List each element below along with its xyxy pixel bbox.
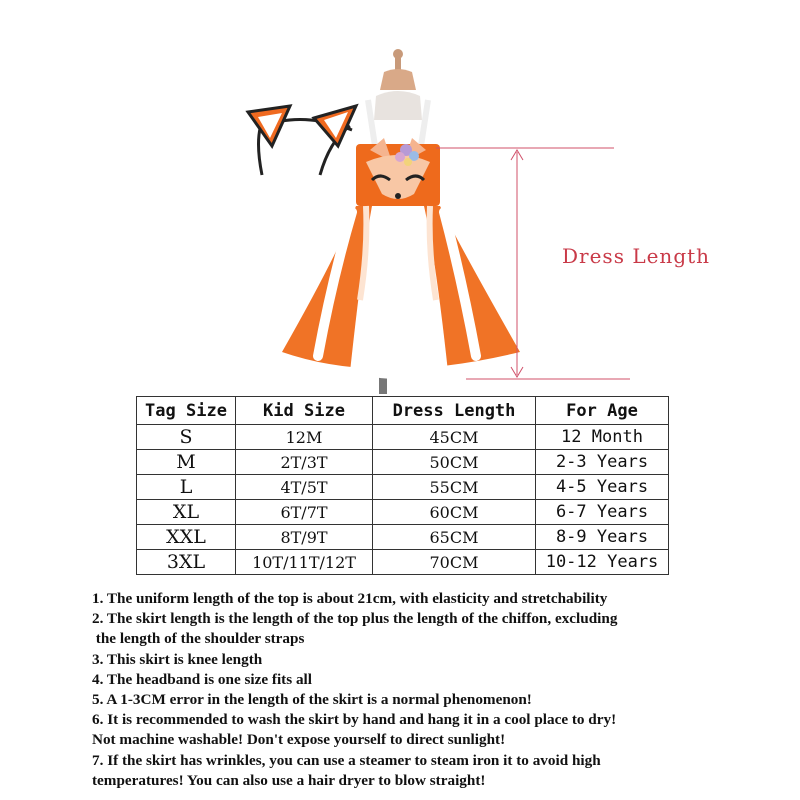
- header-for-age: For Age: [536, 397, 669, 425]
- dress-length-cell: 65CM: [373, 525, 536, 550]
- note-line: 5. A 1-3CM error in the length of the skirt is a normal phenomenon!: [92, 691, 532, 709]
- kid-size-cell: 2T/3T: [236, 450, 373, 475]
- dress-length-cell: 60CM: [373, 500, 536, 525]
- age-cell: 12 Month: [536, 425, 669, 450]
- note-line: the length of the shoulder straps: [92, 630, 305, 648]
- header-dress-length: Dress Length: [373, 397, 536, 425]
- age-cell: 4-5 Years: [536, 475, 669, 500]
- product-notes: [92, 589, 782, 791]
- tag-size-cell: 3XL: [137, 550, 236, 575]
- dress-length-cell: 55CM: [373, 475, 536, 500]
- table-row: [137, 525, 669, 550]
- dress-length-label: Dress Length: [562, 244, 711, 268]
- kid-size-cell: 12M: [236, 425, 373, 450]
- tag-size-cell: M: [137, 450, 236, 475]
- fox-ear-headband-icon: [248, 106, 356, 175]
- note-line: 1. The uniform length of the top is about 21cm, with elasticity and stretchability: [92, 590, 608, 607]
- table-row: [137, 450, 669, 475]
- age-cell: 8-9 Years: [536, 525, 669, 550]
- note-line: 3. This skirt is knee length: [92, 650, 263, 668]
- kid-size-cell: 4T/5T: [236, 475, 373, 500]
- fox-tutu-dress-icon: [282, 100, 520, 379]
- dress-length-cell: 45CM: [373, 425, 536, 450]
- product-illustration: [0, 0, 800, 395]
- dress-length-cell: 50CM: [373, 450, 536, 475]
- kid-size-cell: 8T/9T: [236, 525, 373, 550]
- note-line: temperatures! You can also use a hair dryer to blow straight!: [92, 771, 486, 789]
- table-row: [137, 500, 669, 525]
- table-row: [137, 550, 669, 575]
- note-line: 6. It is recommended to wash the skirt by hand and hang it in a cool place to dry!: [92, 711, 617, 729]
- age-cell: 6-7 Years: [536, 500, 669, 525]
- kid-size-cell: 10T/11T/12T: [236, 550, 373, 575]
- note-line: 4. The headband is one size fits all: [92, 670, 312, 688]
- note-line: Not machine washable! Don't expose yourself to direct sunlight!: [92, 731, 506, 749]
- note-line: 2. The skirt length is the length of the top plus the length of the chiffon, excluding: [92, 610, 618, 628]
- tag-size-cell: XXL: [137, 525, 236, 550]
- tag-size-cell: L: [137, 475, 236, 500]
- header-tag-size: Tag Size: [137, 397, 236, 425]
- note-line: 7. If the skirt has wrinkles, you can use a steamer to steam iron it to avoid high: [92, 751, 601, 769]
- dress-length-cell: 70CM: [373, 550, 536, 575]
- kid-size-cell: 6T/7T: [236, 500, 373, 525]
- size-chart-table: [136, 396, 669, 575]
- age-cell: 10-12 Years: [536, 550, 669, 575]
- tag-size-cell: XL: [137, 500, 236, 525]
- header-kid-size: Kid Size: [236, 397, 373, 425]
- tag-size-cell: S: [137, 425, 236, 450]
- table-row: [137, 475, 669, 500]
- table-header-row: [137, 397, 669, 425]
- product-figure: [0, 0, 800, 395]
- table-row: [137, 425, 669, 450]
- age-cell: 2-3 Years: [536, 450, 669, 475]
